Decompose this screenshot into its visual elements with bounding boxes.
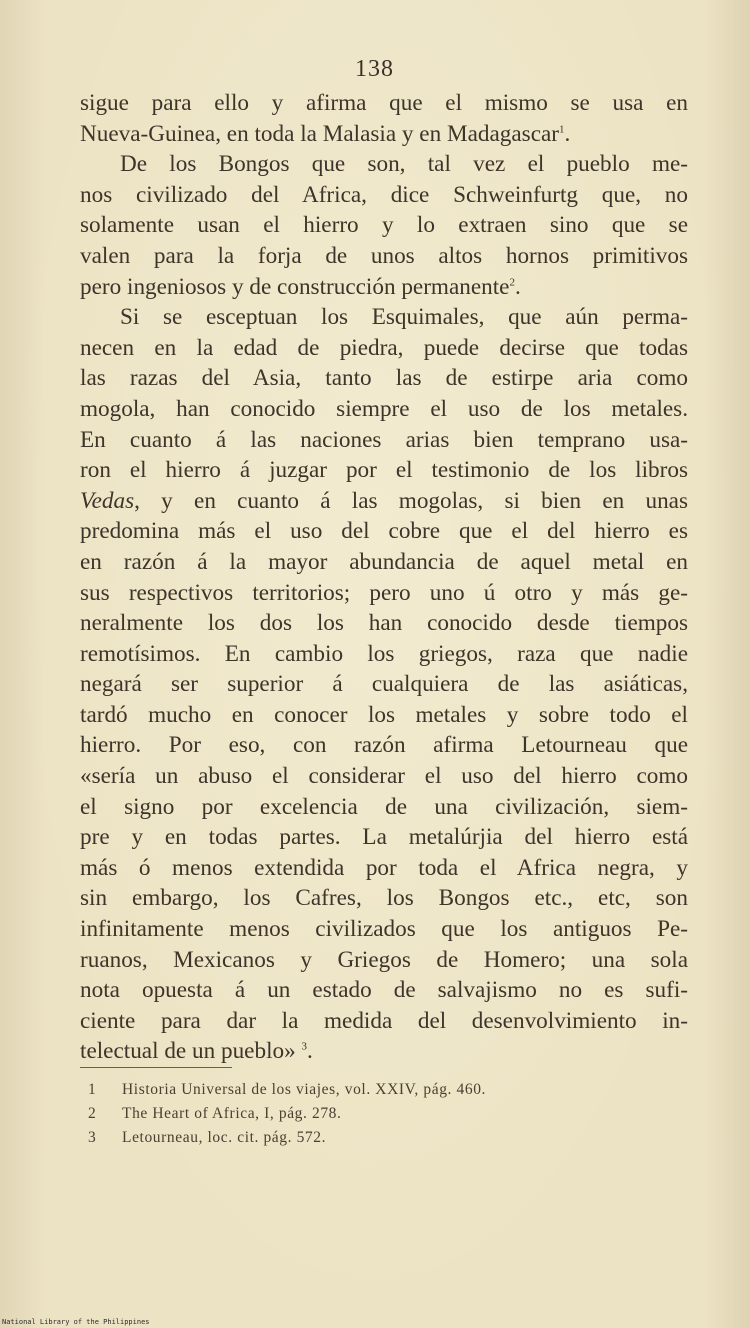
footnotes — [88, 1078, 688, 1150]
text-line: en razón á la mayor abundancia de aquel metal en — [80, 548, 688, 575]
footnote — [88, 1126, 688, 1150]
text-line: neralmente los dos los han conocido desde tiempos — [80, 610, 688, 637]
text-line: «sería un abuso el considerar el uso del hierro como — [80, 763, 688, 790]
text-line: hierro. Por eso, con razón afirma Letourneau que — [80, 732, 688, 759]
text-line: nota opuesta á un estado de salvajismo no es sufi- — [80, 977, 688, 1004]
text-line: Si se esceptuan los Esquimales, que aún perma- — [120, 304, 688, 331]
footnote — [88, 1078, 688, 1102]
footnote-number: 3 — [88, 1129, 97, 1146]
text-line: remotísimos. En cambio los griegos, raza que nadie — [80, 640, 688, 667]
text-line: el signo por excelencia de una civilización, siem- — [80, 793, 688, 820]
body-text — [80, 88, 688, 1067]
text-line: valen para la forja de unos altos hornos primitivos — [80, 242, 688, 269]
text-line: negará ser superior á cualquiera de las asiáticas, — [80, 671, 688, 698]
library-credit: National Library of the Philippines — [2, 1318, 150, 1326]
text-line: ron el hierro á juzgar por el testimonio de los libros — [80, 457, 688, 484]
text-line: pero ingeniosos y de construcción permanente$^2$. — [80, 273, 521, 300]
text-line: ruanos, Mexicanos y Griegos de Homero; una sola — [80, 946, 688, 973]
text-line: Vedas, y en cuanto á las mogolas, si bien en unas — [80, 487, 688, 514]
footnote — [88, 1102, 688, 1126]
text-line: nos civilizado del Africa, dice Schweinfurtg que, no — [80, 181, 688, 208]
text-line: telectual de un pueblo» $^3$. — [80, 1038, 313, 1065]
text-line: pre y en todas partes. La metalúrjia del hierro está — [80, 824, 688, 851]
page-number: 138 — [355, 56, 394, 82]
footnote-ref: 1 — [559, 122, 565, 135]
text-line: sus respectivos territorios; pero uno ú otro y más ge- — [80, 579, 688, 606]
footnote-text: The Heart of Africa, I, pág. 278. — [122, 1105, 342, 1122]
footnote-ref: 2 — [509, 275, 515, 288]
text-line: Nueva-Guinea, en toda la Malasia y en Madagascar$^1$. — [80, 120, 571, 147]
footnote-number: 2 — [88, 1105, 97, 1122]
text-line: infinitamente menos civilizados que los antiguos Pe- — [80, 916, 688, 943]
footnote-number: 1 — [88, 1081, 97, 1098]
text-line: solamente usan el hierro y lo extraen sino que se — [80, 212, 688, 239]
text-line: necen en la edad de piedra, puede decirse que todas — [80, 334, 688, 361]
footnote-text: Historia Universal de los viajes, vol. XXIV, pág. 460. — [122, 1081, 487, 1098]
footnote-divider — [80, 1067, 232, 1068]
text-line: las razas del Asia, tanto las de estirpe aria como — [80, 365, 688, 392]
footnote-text: Letourneau, loc. cit. pág. 572. — [122, 1129, 327, 1146]
text-line: De los Bongos que son, tal vez el pueblo me- — [120, 151, 688, 178]
text-line: ciente para dar la medida del desenvolvimiento in- — [80, 1007, 688, 1034]
text-line: sin embargo, los Cafres, los Bongos etc., etc, son — [80, 885, 688, 912]
text-line: En cuanto á las naciones arias bien temprano usa- — [80, 426, 688, 453]
text-line: más ó menos extendida por toda el Africa negra, y — [80, 854, 688, 881]
text-line: tardó mucho en conocer los metales y sobre todo el — [80, 701, 688, 728]
book-title: Vedas — [80, 487, 135, 514]
text-line: sigue para ello y afirma que el mismo se usa en — [80, 90, 688, 116]
text-line: predomina más el uso del cobre que el del hierro es — [80, 518, 688, 545]
footnote-ref: 3 — [301, 1040, 307, 1053]
text-line: mogola, han conocido siempre el uso de los metales. — [80, 395, 688, 422]
